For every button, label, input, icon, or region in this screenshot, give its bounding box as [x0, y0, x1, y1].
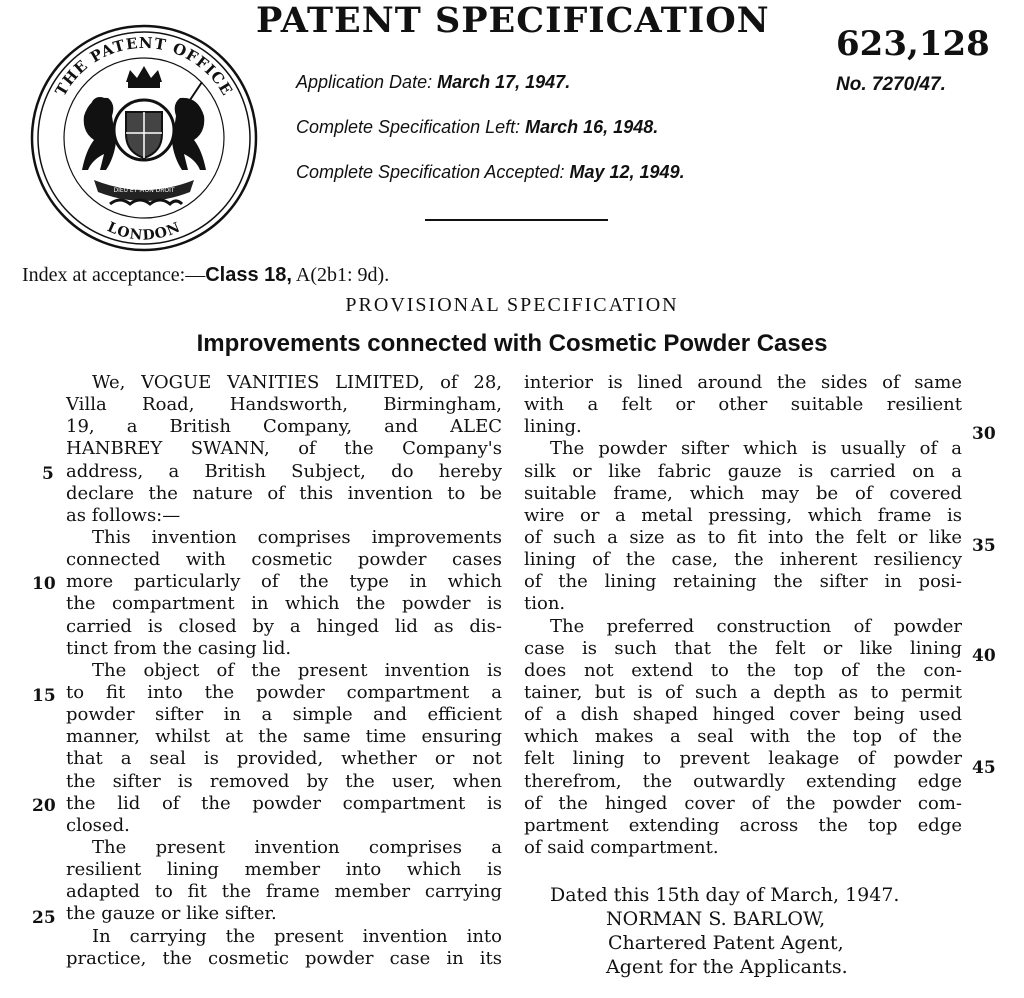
text-line: the sifter is removed by the user, when: [66, 770, 502, 792]
line-number: 35: [972, 536, 996, 556]
index-prefix: Index at acceptance:—: [22, 264, 206, 286]
date-value: March 16, 1948.: [525, 117, 659, 137]
text-line: practice, the cosmetic powder case in its: [66, 947, 502, 969]
text-line: resilient lining member into which is: [66, 859, 502, 881]
line-number: 40: [972, 646, 996, 666]
index-at-acceptance: [22, 264, 389, 287]
text-line: tion.: [524, 593, 566, 615]
text-line: the compartment in which the powder is: [66, 593, 502, 615]
patent-office-seal: [30, 20, 258, 256]
text-line: the gauze or like sifter.: [66, 903, 277, 925]
text-line: address, a British Subject, do hereby: [66, 460, 502, 482]
text-line: of such a size as to fit into the felt or like: [524, 526, 962, 548]
text-line: silk or like fabric gauze is carried on a: [524, 460, 962, 482]
text-line: more particularly of the type in which: [66, 571, 502, 593]
text-line: of said compartment.: [524, 836, 719, 858]
text-line: suitable frame, which may be of covered: [524, 482, 962, 504]
line-number: 25: [32, 908, 56, 928]
text-line: that a seal is provided, whether or not: [66, 748, 502, 770]
text-line: carried is closed by a hinged lid as dis-: [66, 615, 502, 637]
patent-number: 623,128: [836, 24, 990, 64]
text-line: connected with cosmetic powder cases: [66, 549, 502, 571]
text-line: as follows:—: [66, 504, 181, 526]
line-number: 45: [972, 758, 996, 778]
index-class: Class 18,: [205, 264, 292, 286]
text-line: with a felt or other suitable resilient: [524, 394, 962, 416]
text-line: The object of the present invention is: [92, 659, 502, 681]
section-label: PROVISIONAL SPECIFICATION: [345, 294, 679, 316]
specification-heading: Improvements connected with Cosmetic Powder Cases: [196, 330, 828, 357]
text-line: Villa Road, Handsworth, Birmingham,: [66, 394, 502, 416]
text-line: The powder sifter which is usually of a: [550, 438, 962, 460]
right-column: [524, 372, 962, 859]
date-label: Application Date:: [296, 72, 433, 92]
text-line: case is such that the felt or like lining: [524, 637, 962, 659]
document-title: PATENT SPECIFICATION: [256, 0, 770, 41]
text-line: tainer, but is of such a depth as to permit: [524, 681, 962, 703]
agent-role: Agent for the Applicants.: [606, 956, 848, 978]
line-number: 15: [32, 686, 56, 706]
date-label: Complete Specification Left:: [296, 117, 521, 137]
text-line: manner, whilst at the same time ensuring: [66, 726, 502, 748]
specification-accepted-date: [296, 162, 685, 183]
seal-bottom-text: LONDON: [104, 219, 184, 244]
index-code: A(2b1: 9d).: [295, 264, 390, 286]
dated-line: Dated this 15th day of March, 1947.: [550, 884, 900, 906]
text-line: of the lining retaining the sifter in posi-: [524, 571, 962, 593]
text-line: declare the nature of this invention to be: [66, 482, 502, 504]
seal-motto: DIEU ET MON DROIT: [113, 187, 175, 194]
text-line: The present invention comprises a: [92, 836, 502, 858]
text-line: This invention comprises improvements: [92, 526, 502, 548]
date-value: May 12, 1949.: [569, 162, 685, 182]
line-number: 20: [32, 796, 56, 816]
divider-rule: [425, 219, 608, 221]
text-line: HANBREY SWANN, of the Company's: [66, 438, 502, 460]
text-line: partment extending across the top edge: [524, 814, 962, 836]
seal-top-text: THE PATENT OFFICE: [51, 33, 237, 100]
text-line: adapted to fit the frame member carrying: [66, 881, 502, 903]
date-label: Complete Specification Accepted:: [296, 162, 565, 182]
text-line: of the hinged cover of the powder com-: [524, 792, 962, 814]
application-number: No. 7270/47.: [836, 74, 946, 95]
text-line: 19, a British Company, and ALEC: [66, 416, 502, 438]
line-number: 10: [32, 574, 56, 594]
agent-title: Chartered Patent Agent,: [608, 932, 844, 954]
date-value: March 17, 1947.: [437, 72, 571, 92]
royal-coat-of-arms-icon: [82, 66, 206, 204]
text-line: does not extend to the top of the con-: [524, 659, 962, 681]
text-line: The preferred construction of powder: [550, 615, 962, 637]
text-line: In carrying the present invention into: [92, 925, 502, 947]
text-line: powder sifter in a simple and efficient: [66, 704, 502, 726]
application-date: [296, 72, 570, 93]
text-line: lining of the case, the inherent resiliency: [524, 549, 962, 571]
text-line: interior is lined around the sides of same: [524, 372, 962, 393]
text-line: lining.: [524, 416, 582, 438]
text-line: closed.: [66, 814, 130, 836]
text-line: therefrom, the outwardly extending edge: [524, 770, 962, 792]
text-line: the lid of the powder compartment is: [66, 792, 502, 814]
agent-name: NORMAN S. BARLOW,: [606, 908, 826, 930]
text-line: tinct from the casing lid.: [66, 637, 292, 659]
specification-left-date: [296, 117, 658, 138]
text-line: which makes a seal with the top of the: [524, 726, 962, 748]
text-line: to fit into the powder compartment a: [66, 681, 502, 703]
text-line: of a dish shaped hinged cover being used: [524, 704, 962, 726]
text-line: felt lining to prevent leakage of powder: [524, 748, 962, 770]
line-number: 30: [972, 424, 996, 444]
left-column: [66, 372, 502, 970]
text-line: wire or a metal pressing, which frame is: [524, 504, 962, 526]
line-number: 5: [42, 464, 54, 484]
text-line: We, VOGUE VANITIES LIMITED, of 28,: [92, 372, 502, 393]
